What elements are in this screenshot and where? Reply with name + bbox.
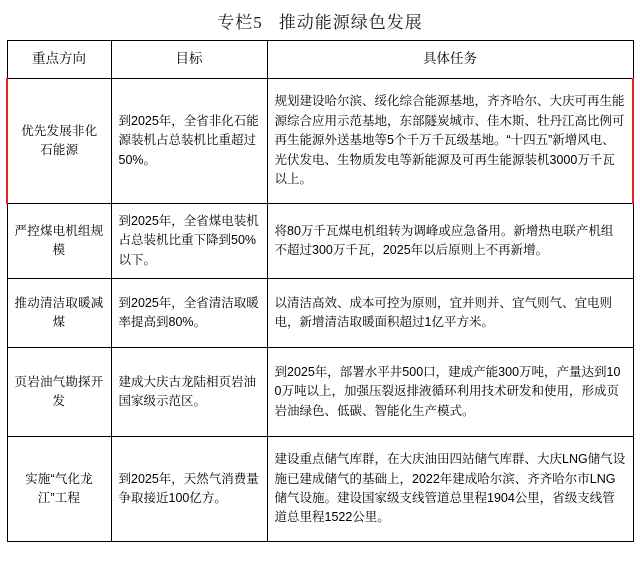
- page-title-label: 专栏5: [217, 13, 263, 32]
- table-header-row: [7, 41, 633, 79]
- energy-plan-table: [6, 40, 634, 542]
- column-header-focus: 重点方向: [7, 41, 111, 79]
- table-row: [7, 278, 633, 347]
- row-target: 到2025年，全省煤电装机占总装机比重下降到50%以下。: [111, 203, 267, 278]
- row-focus: 优先发展非化石能源: [7, 78, 111, 203]
- row-tasks: 到2025年，部署水平井500口，建成产能300万吨，产量达到100万吨以上，加强压裂返排液循环利用技术研发和使用，形成页岩油绿色、低碳、智能化生产模式。: [267, 347, 633, 436]
- row-tasks: 建设重点储气库群，在大庆油田四站储气库群、大庆LNG储气设施已建成储气的基础上，2022年建成哈尔滨、齐齐哈尔市LNG储气设施。建设国家级支线管道总里程1904公里，省级支线管道总里程1522公里。: [267, 436, 633, 541]
- row-focus: 实施“气化龙江”工程: [7, 436, 111, 541]
- row-tasks: 将80万千瓦煤电机组转为调峰或应急备用。新增热电联产机组不超过300万千瓦，2025年以后原则上不再新增。: [267, 203, 633, 278]
- column-header-target: 目标: [111, 41, 267, 79]
- row-tasks: 以清洁高效、成本可控为原则，宜并则并、宜气则气、宜电则电，新增清洁取暖面积超过1亿平方米。: [267, 278, 633, 347]
- table-row: [7, 203, 633, 278]
- page-title: [0, 0, 640, 40]
- table-row: [7, 436, 633, 541]
- row-focus: 页岩油气勘探开发: [7, 347, 111, 436]
- column-header-tasks: 具体任务: [267, 41, 633, 79]
- row-tasks: 规划建设哈尔滨、绥化综合能源基地，齐齐哈尔、大庆可再生能源综合应用示范基地，东部隧炭城市、佳木斯、牡丹江高比例可再生能源外送基地等5个千万千瓦级基地。“十四五”新增风电、光伏发电、生物质发电等新能源及可再生能源装机3000万千瓦以上。: [267, 78, 633, 203]
- table-row: [7, 78, 633, 203]
- row-target: 到2025年，全省非化石能源装机占总装机比重超过50%。: [111, 78, 267, 203]
- row-target: 到2025年，天然气消费量争取接近100亿方。: [111, 436, 267, 541]
- row-target: 建成大庆古龙陆相页岩油国家级示范区。: [111, 347, 267, 436]
- row-focus: 严控煤电机组规模: [7, 203, 111, 278]
- page-title-text: 推动能源绿色发展: [278, 13, 423, 32]
- table-row: [7, 347, 633, 436]
- row-target: 到2025年，全省清洁取暖率提高到80%。: [111, 278, 267, 347]
- row-focus: 推动清洁取暖减煤: [7, 278, 111, 347]
